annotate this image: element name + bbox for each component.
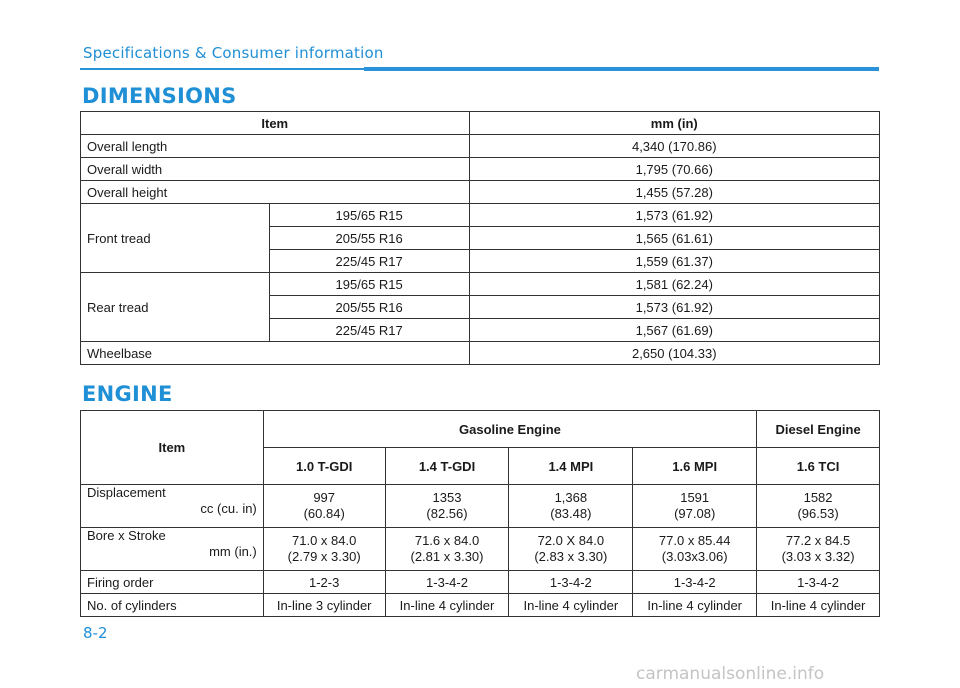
tire-size: 195/65 R15 [269,273,469,296]
header-divider [80,68,364,70]
table-cell [633,485,757,528]
value-wheelbase: 2,650 (104.33) [469,342,879,365]
table-cell [263,528,385,571]
table-cell [385,485,509,528]
row-label-text: Displacement [87,485,166,500]
row-label-displacement [81,485,264,528]
section-header: Specifications & Consumer information [83,44,384,62]
table-cell: In-line 4 cylinder [509,594,633,617]
table-row [81,485,880,528]
table-cell [263,485,385,528]
cell-value: 77.2 x 84.5 [785,533,851,548]
table-header-row [81,411,880,448]
table-cell: 1-3-4-2 [757,571,880,594]
table-header-row [81,112,880,135]
value-front-tread: 1,559 (61.37) [469,250,879,273]
row-label-front-tread: Front tread [81,204,270,273]
cell-value: 71.6 x 84.0 [414,533,480,548]
table-cell [509,528,633,571]
row-label-bore-stroke [81,528,264,571]
row-label-overall-width: Overall width [81,158,470,181]
table-cell: 1-3-4-2 [385,571,509,594]
table-row [81,158,880,181]
engine-header: 1.6 TCI [757,448,880,485]
engine-header: 1.4 MPI [509,448,633,485]
engine-title: ENGINE [82,382,173,406]
row-label-overall-length: Overall length [81,135,470,158]
column-header-item: Item [81,112,470,135]
cell-value-imperial: (2.81 x 3.30) [410,549,484,564]
value-front-tread: 1,565 (61.61) [469,227,879,250]
engine-table [80,410,880,617]
page-number: 8-2 [83,624,108,642]
row-label-firing-order: Firing order [81,571,264,594]
row-label-cylinders: No. of cylinders [81,594,264,617]
cell-value-imperial: (3.03 x 3.32) [781,549,855,564]
header-bar [364,67,879,71]
column-header-gasoline: Gasoline Engine [263,411,756,448]
watermark: carmanualsonline.info [636,664,825,684]
engine-header: 1.4 T-GDI [385,448,509,485]
table-cell: In-line 4 cylinder [633,594,757,617]
row-label-rear-tread: Rear tread [81,273,270,342]
cell-value-imperial: (60.84) [303,506,345,521]
column-header-item: Item [81,411,264,485]
cell-value: 1591 [680,490,710,505]
cell-value: 997 [313,490,336,505]
table-row [81,342,880,365]
value-rear-tread: 1,581 (62.24) [469,273,879,296]
cell-value-imperial: (2.83 x 3.30) [534,549,608,564]
column-header-diesel: Diesel Engine [757,411,880,448]
table-cell [509,485,633,528]
row-unit: cc (cu. in) [200,501,257,516]
table-cell: 1-2-3 [263,571,385,594]
row-unit: mm (in.) [209,544,257,559]
value-overall-width: 1,795 (70.66) [469,158,879,181]
engine-header: 1.6 MPI [633,448,757,485]
table-cell [385,528,509,571]
tire-size: 225/45 R17 [269,319,469,342]
table-row [81,204,880,227]
table-row [81,594,880,617]
row-label-wheelbase: Wheelbase [81,342,470,365]
table-cell: 1-3-4-2 [633,571,757,594]
value-front-tread: 1,573 (61.92) [469,204,879,227]
table-cell: 1-3-4-2 [509,571,633,594]
table-row [81,528,880,571]
tire-size: 205/55 R16 [269,296,469,319]
cell-value-imperial: (82.56) [426,506,468,521]
table-cell: In-line 3 cylinder [263,594,385,617]
tire-size: 205/55 R16 [269,227,469,250]
tire-size: 225/45 R17 [269,250,469,273]
cell-value-imperial: (3.03x3.06) [661,549,728,564]
table-cell: In-line 4 cylinder [757,594,880,617]
row-label-text: Bore x Stroke [87,528,166,543]
dimensions-table [80,111,880,365]
table-cell [633,528,757,571]
cell-value: 1,368 [554,490,588,505]
table-row [81,273,880,296]
value-rear-tread: 1,573 (61.92) [469,296,879,319]
table-row [81,135,880,158]
table-cell [757,485,880,528]
cell-value-imperial: (83.48) [550,506,592,521]
cell-value: 71.0 x 84.0 [292,533,357,548]
tire-size: 195/65 R15 [269,204,469,227]
cell-value: 77.0 x 85.44 [658,533,731,548]
value-overall-length: 4,340 (170.86) [469,135,879,158]
cell-value: 72.0 X 84.0 [537,533,605,548]
table-row [81,181,880,204]
table-row [81,571,880,594]
value-rear-tread: 1,567 (61.69) [469,319,879,342]
row-label-overall-height: Overall height [81,181,470,204]
dimensions-title: DIMENSIONS [82,84,237,108]
cell-value-imperial: (96.53) [797,506,839,521]
cell-value: 1582 [803,490,833,505]
engine-header: 1.0 T-GDI [263,448,385,485]
cell-value-imperial: (97.08) [674,506,716,521]
cell-value: 1353 [432,490,462,505]
value-overall-height: 1,455 (57.28) [469,181,879,204]
cell-value-imperial: (2.79 x 3.30) [287,549,361,564]
column-header-mm: mm (in) [469,112,879,135]
table-cell: In-line 4 cylinder [385,594,509,617]
table-cell [757,528,880,571]
